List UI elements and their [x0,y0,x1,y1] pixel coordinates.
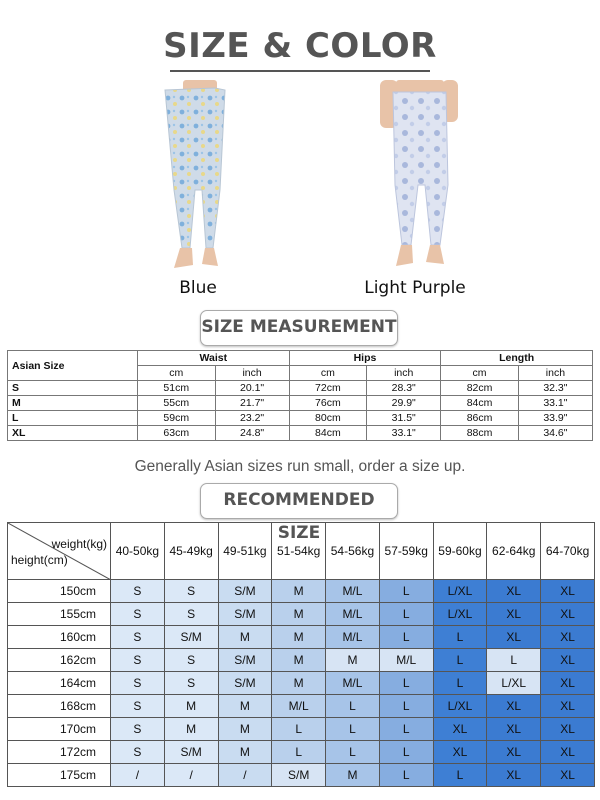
value-cell: 76cm [289,396,367,411]
weight-header: 40-50kg [111,523,165,580]
size-cell: XL [541,649,595,672]
unit-header: cm [441,366,519,381]
unit-header: cm [138,366,216,381]
size-cell: L [379,672,433,695]
value-cell: 33.1" [367,426,441,441]
weight-header: 49-51kg [218,523,272,580]
page-title: SIZE & COLOR [163,26,437,66]
size-cell: L [326,718,380,741]
size-cell: L/XL [433,695,487,718]
size-cell: XL [487,741,541,764]
size-cell: M/L [326,672,380,695]
weight-header: 51-54kg [272,523,326,580]
weight-header: 62-64kg [487,523,541,580]
height-cell: 160cm [8,626,111,649]
size-cell: M [218,718,272,741]
size-cell: XL [541,603,595,626]
value-cell: 20.1" [215,381,289,396]
value-cell: 31.5" [367,411,441,426]
size-cell: L [379,580,433,603]
size-cell: L [433,764,487,787]
size-cell: M [326,764,380,787]
size-cell: L [8,411,138,426]
color-label-blue: Blue [179,278,217,298]
table-row [8,580,595,603]
size-cell: M [8,396,138,411]
size-cell: XL [487,718,541,741]
value-cell: 28.3" [367,381,441,396]
table-row [8,695,595,718]
weight-header: 45-49kg [164,523,218,580]
size-cell: M/L [326,626,380,649]
value-cell: 21.7" [215,396,289,411]
height-cell: 175cm [8,764,111,787]
size-cell: XL [541,718,595,741]
size-cell: S [164,649,218,672]
size-cell: L [326,741,380,764]
value-cell: 32.3" [518,381,592,396]
size-cell: S [164,672,218,695]
size-measurement-table [7,350,593,441]
size-cell: M/L [326,580,380,603]
size-cell: / [164,764,218,787]
table-row [8,426,593,441]
size-cell: / [218,764,272,787]
unit-header: cm [289,366,367,381]
size-cell: M [272,626,326,649]
size-cell: S/M [164,626,218,649]
size-cell: M/L [379,649,433,672]
size-cell: S [111,603,165,626]
size-cell: S/M [164,741,218,764]
corner-cell [8,523,111,580]
value-cell: 23.2" [215,411,289,426]
value-cell: 72cm [289,381,367,396]
size-cell: M/L [272,695,326,718]
size-cell: XL [541,672,595,695]
size-cell: S [111,718,165,741]
table-row [8,626,595,649]
color-label-light-purple: Light Purple [364,278,466,298]
size-cell: L [433,672,487,695]
size-cell: L [379,718,433,741]
size-cell: M [164,695,218,718]
table-row [8,672,595,695]
value-cell: 33.1" [518,396,592,411]
size-cell: S [111,626,165,649]
weight-header-row [8,523,595,580]
size-cell: L/XL [433,603,487,626]
size-cell: S [164,603,218,626]
height-label: height(cm) [11,553,68,567]
height-cell: 162cm [8,649,111,672]
size-cell: XL [487,603,541,626]
table-row [8,649,595,672]
length-header: Length [441,351,593,366]
value-cell: 84cm [441,396,519,411]
size-cell: S [164,580,218,603]
size-cell: XL [487,580,541,603]
value-cell: 34.6" [518,426,592,441]
size-cell: L [487,649,541,672]
value-cell: 24.8" [215,426,289,441]
weight-header: 64-70kg [541,523,595,580]
size-cell: XL [487,695,541,718]
size-cell: XL [433,741,487,764]
value-cell: 88cm [441,426,519,441]
unit-header: inch [518,366,592,381]
size-cell: S/M [218,580,272,603]
size-cell: S [111,649,165,672]
size-cell: S [111,741,165,764]
size-cell: L [379,695,433,718]
size-cell: S/M [218,649,272,672]
recommended-size-table [7,522,595,787]
size-cell: M/L [326,603,380,626]
size-cell: M [218,741,272,764]
sizing-note: Generally Asian sizes run small, order a size up. [134,458,466,475]
size-cell: L [379,603,433,626]
value-cell: 55cm [138,396,216,411]
size-cell: M [164,718,218,741]
size-cell: L [272,718,326,741]
size-cell: L [379,741,433,764]
asian-size-header: Asian Size [8,351,138,381]
size-cell: L [326,695,380,718]
recommended-size-body [8,580,595,787]
size-cell: XL [487,764,541,787]
size-cell: L [379,764,433,787]
size-cell: S [111,695,165,718]
size-cell: XL [541,580,595,603]
height-cell: 155cm [8,603,111,626]
size-cell: / [111,764,165,787]
title-underline [170,70,430,72]
weight-header: 59-60kg [433,523,487,580]
hips-header: Hips [289,351,441,366]
size-cell: L [272,741,326,764]
size-cell: XL [541,764,595,787]
height-cell: 150cm [8,580,111,603]
table-row [8,718,595,741]
value-cell: 84cm [289,426,367,441]
table-row [8,381,593,396]
size-cell: S [111,580,165,603]
size-cell: XL [541,741,595,764]
size-cell: S/M [218,672,272,695]
height-cell: 172cm [8,741,111,764]
size-cell: M [272,603,326,626]
table-row [8,396,593,411]
table-row [8,603,595,626]
unit-header: inch [215,366,289,381]
product-photo-blue [150,80,260,275]
value-cell: 51cm [138,381,216,396]
table-row [8,411,593,426]
size-cell: M [326,649,380,672]
size-cell: XL [433,718,487,741]
diagonal-divider [8,523,111,580]
size-cell: M [272,649,326,672]
size-cell: S/M [272,764,326,787]
value-cell: 29.9" [367,396,441,411]
product-photo-light-purple [368,80,478,275]
value-cell: 82cm [441,381,519,396]
size-cell: S [8,381,138,396]
size-cell: S/M [218,603,272,626]
recommended-size-heading: RECOMMENDED SIZE [200,483,398,519]
size-cell: L/XL [433,580,487,603]
size-cell: M [218,695,272,718]
table-row [8,764,595,787]
size-cell: XL [8,426,138,441]
size-cell: S [111,672,165,695]
value-cell: 59cm [138,411,216,426]
size-cell: M [272,580,326,603]
size-cell: L/XL [487,672,541,695]
size-cell: L [379,626,433,649]
size-cell: XL [487,626,541,649]
value-cell: 80cm [289,411,367,426]
weight-header: 57-59kg [379,523,433,580]
value-cell: 63cm [138,426,216,441]
unit-header: inch [367,366,441,381]
size-cell: L [433,649,487,672]
size-cell: M [218,626,272,649]
value-cell: 33.9" [518,411,592,426]
height-cell: 170cm [8,718,111,741]
height-cell: 164cm [8,672,111,695]
size-cell: XL [541,626,595,649]
height-cell: 168cm [8,695,111,718]
waist-header: Waist [138,351,290,366]
size-cell: XL [541,695,595,718]
size-cell: M [272,672,326,695]
weight-label: weight(kg) [51,537,107,551]
size-measurement-heading: SIZE MEASUREMENT [200,310,398,346]
size-cell: L [433,626,487,649]
table-row [8,741,595,764]
value-cell: 86cm [441,411,519,426]
weight-header: 54-56kg [326,523,380,580]
